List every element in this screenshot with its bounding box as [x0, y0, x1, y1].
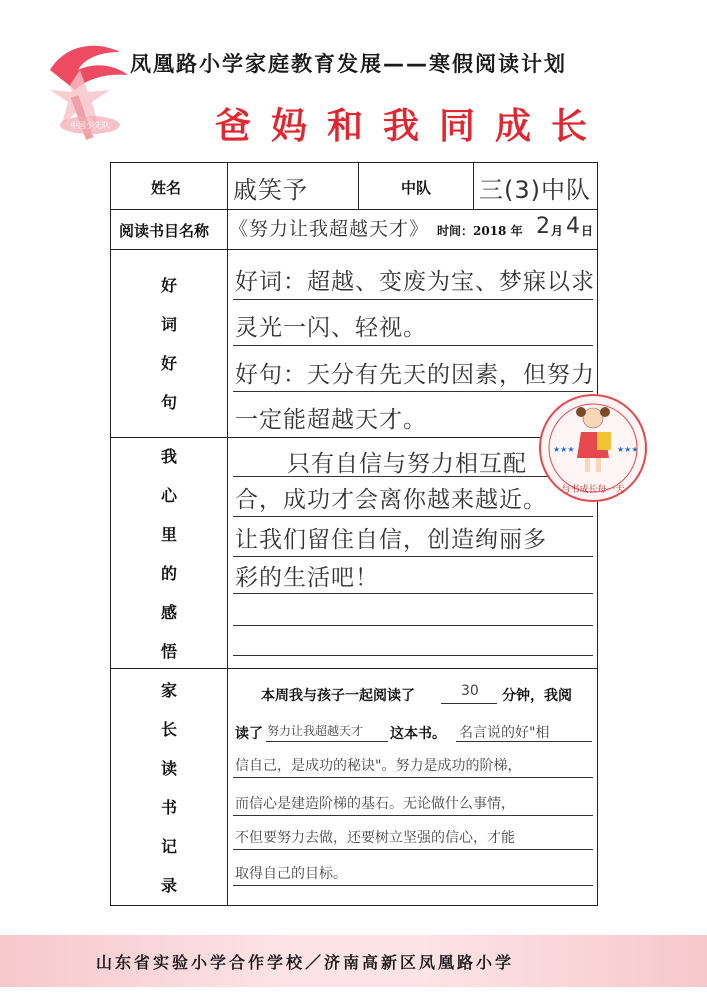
young-pioneers-logo — [40, 40, 135, 150]
parent-comment-2: 信自己，是成功的秘诀"。努力是成功的阶梯， — [235, 758, 522, 774]
svg-text:★★★: ★★★ — [617, 445, 639, 454]
date-month-unit: 月 — [551, 224, 564, 238]
good-words-line-2: 灵光一闪、轻视。 — [235, 315, 427, 341]
name-label: 姓名 — [151, 179, 182, 197]
parent-read-b: 这本书。 — [390, 726, 446, 742]
feelings-label: 我 心 里 的 感 悟 — [160, 446, 177, 661]
footer-school: 山东省实验小学合作学校／济南高新区凤凰路小学 — [96, 953, 515, 972]
parent-read-a: 读了 — [235, 726, 263, 742]
stamp-text: 与书成长每一天 — [561, 485, 625, 495]
squad-value: 三(3)中队 — [479, 176, 591, 204]
plan-title: 凤凰路小学家庭教育发展——寒假阅读计划 — [130, 52, 567, 76]
parent-comment-5: 取得自己的目标。 — [235, 866, 347, 882]
parent-minutes: 30 — [461, 683, 479, 699]
good-sentence-line-2: 一定能超越天才。 — [235, 407, 427, 433]
book-value: 《努力让我超越天才》 — [229, 218, 430, 240]
name-value: 戚笑予 — [233, 176, 308, 204]
feeling-line-4: 彩的生活吧！ — [235, 565, 379, 591]
svg-text:★★★: ★★★ — [553, 445, 575, 454]
date-month: 2 — [536, 214, 551, 239]
logo-text: 中国少先队 — [70, 121, 110, 130]
parent-comment-1: 名言说的好"相 — [459, 725, 550, 741]
reading-record-form — [110, 162, 598, 906]
main-title: 爸妈和我同成长 — [215, 105, 608, 147]
parent-book: 努力让我超越天才 — [267, 724, 364, 738]
squad-label: 中队 — [401, 179, 432, 197]
good-sentence-line-1: 好句：天分有先天的因素，但努力 — [235, 362, 595, 388]
feeling-line-3: 让我们留住自信，创造绚丽多 — [235, 527, 547, 553]
date-prefix: 时间：2018 年 — [437, 224, 523, 238]
feeling-line-1: 只有自信与努力相互配 — [287, 451, 527, 477]
good-words-line-1: 好词：超越、变废为宝、梦寐以求 — [235, 269, 595, 295]
date-day: 4 — [566, 214, 581, 239]
book-label: 阅读书目名称 — [119, 222, 210, 240]
parent-record-label: 家 长 读 书 记 录 — [160, 680, 177, 895]
parent-comment-3: 而信心是建造阶梯的基石。无论做什么事情， — [235, 796, 515, 812]
parent-intro-a: 本周我与孩子一起阅读了 — [261, 688, 415, 704]
reading-stamp — [537, 392, 649, 504]
good-words-label: 好 词 好 句 — [160, 276, 177, 412]
date-day-unit: 日 — [581, 224, 594, 238]
parent-comment-4: 不但要努力去做，还要树立坚强的信心，才能 — [235, 830, 515, 846]
parent-intro-b: 分钟，我阅 — [502, 688, 572, 704]
feeling-line-2: 合，成功才会离你越来越近。 — [235, 487, 547, 513]
